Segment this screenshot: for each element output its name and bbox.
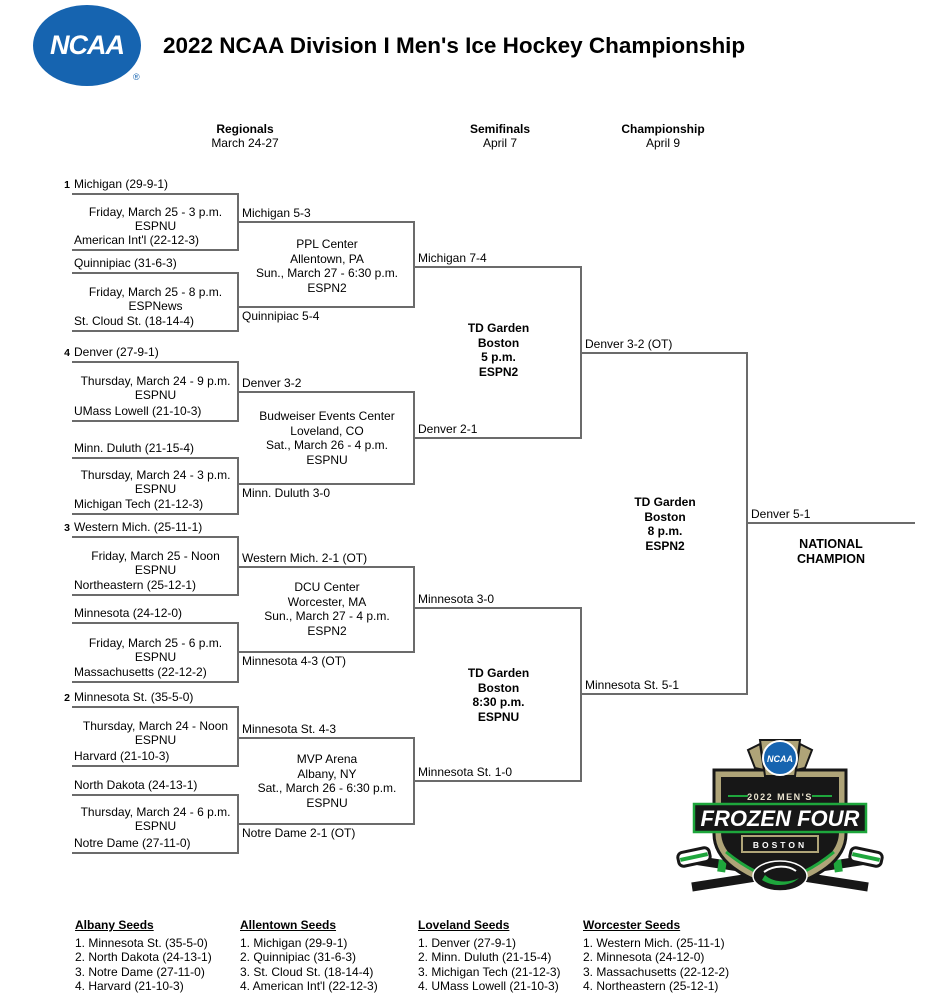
bracket-connector xyxy=(72,536,239,538)
team-label: North Dakota (24-13-1) xyxy=(74,778,198,792)
bracket-connector xyxy=(72,594,239,596)
regional-venue: Budweiser Events Center Loveland, CO Sat., March 26 - 4 p.m. ESPNU xyxy=(259,409,395,467)
game-info: Friday, March 25 - Noon ESPNU xyxy=(91,549,220,577)
puck-icon xyxy=(753,861,807,891)
city-banner xyxy=(742,836,818,852)
game-info: Thursday, March 24 - 9 p.m. ESPNU xyxy=(80,374,231,402)
team-label: Harvard (21-10-3) xyxy=(74,749,170,763)
seed-list-title: Loveland Seeds xyxy=(418,918,510,932)
seed-item: 1. Michigan (29-9-1) xyxy=(240,935,348,950)
seed-number: 2 xyxy=(64,692,70,704)
seed-item: 1. Minnesota St. (35-5-0) xyxy=(75,935,208,950)
round-header-championship: Championship April 9 xyxy=(621,122,705,150)
bracket-connector xyxy=(72,794,239,796)
bracket-connector xyxy=(72,330,239,332)
championship-venue: TD Garden Boston 8 p.m. ESPN2 xyxy=(634,495,696,553)
result-label: Western Mich. 2-1 (OT) xyxy=(242,551,368,565)
seed-list-title: Allentown Seeds xyxy=(240,918,337,932)
bracket-connector xyxy=(72,622,239,624)
seed-item: 1. Western Mich. (25-11-1) xyxy=(583,935,725,950)
result-label: Minnesota St. 5-1 xyxy=(585,678,680,692)
bracket-connector xyxy=(237,483,415,485)
national-champion-label: NATIONAL CHAMPION xyxy=(796,537,866,566)
bracket-connector xyxy=(72,852,239,854)
bracket-connector xyxy=(237,737,415,739)
bracket-connector xyxy=(237,823,415,825)
ncaa-logo-text: NCAA xyxy=(50,30,124,60)
result-label: Michigan 5-3 xyxy=(242,206,311,220)
team-label: UMass Lowell (21-10-3) xyxy=(74,404,202,418)
semifinal-venue: TD Garden Boston 5 p.m. ESPN2 xyxy=(467,321,530,379)
seed-item: 3. Massachusetts (22-12-2) xyxy=(583,964,730,979)
bracket-connector xyxy=(72,457,239,459)
team-label: Minnesota (24-12-0) xyxy=(74,606,183,620)
bracket-connector xyxy=(237,391,415,393)
bracket-connector xyxy=(72,272,239,274)
team-label: Notre Dame (27-11-0) xyxy=(74,836,191,850)
bracket-connector xyxy=(237,221,415,223)
result-label: Minn. Duluth 3-0 xyxy=(242,486,331,500)
result-label: Denver 3-2 (OT) xyxy=(585,337,673,351)
seed-item: 2. North Dakota (24-13-1) xyxy=(75,950,212,965)
regional-venue: DCU Center Worcester, MA Sun., March 27 - 4 p.m. ESPN2 xyxy=(264,580,390,638)
semifinal-venue: TD Garden Boston 8:30 p.m. ESPNU xyxy=(467,666,530,724)
page-title: 2022 NCAA Division I Men's Ice Hockey Championship xyxy=(163,33,746,58)
result-label: Minnesota 3-0 xyxy=(418,592,495,606)
result-label: Minnesota St. 1-0 xyxy=(418,765,513,779)
seed-item: 3. St. Cloud St. (18-14-4) xyxy=(240,964,374,979)
year-label: 2022 MEN'S xyxy=(747,792,813,802)
bracket-connector xyxy=(72,765,239,767)
seed-list-loveland xyxy=(418,918,561,994)
bracket-connector xyxy=(580,352,748,354)
game-info: Friday, March 25 - 3 p.m. ESPNU xyxy=(88,205,223,233)
seed-item: 1. Denver (27-9-1) xyxy=(418,935,517,950)
bracket-connector xyxy=(72,193,239,195)
bracket-connector xyxy=(413,437,582,439)
seed-item: 3. Notre Dame (27-11-0) xyxy=(75,964,205,979)
bracket-connector xyxy=(413,266,582,268)
round-header-regionals: Regionals March 24-27 xyxy=(211,122,279,150)
seed-list-worcester xyxy=(583,918,729,994)
seed-item: 4. UMass Lowell (21-10-3) xyxy=(418,979,559,994)
team-label: St. Cloud St. (18-14-4) xyxy=(74,314,195,328)
seed-number: 4 xyxy=(64,347,70,359)
result-label: Minnesota St. 4-3 xyxy=(242,722,337,736)
team-label: Michigan (29-9-1) xyxy=(74,177,169,191)
seed-number: 1 xyxy=(64,179,70,191)
frozen-four-logo xyxy=(676,734,884,898)
result-label: Denver 5-1 xyxy=(751,507,811,521)
ncaa-disc-text: NCAA xyxy=(767,754,793,764)
team-label: Massachusetts (22-12-2) xyxy=(74,665,207,679)
seed-item: 3. Michigan Tech (21-12-3) xyxy=(418,964,561,979)
bracket-connector xyxy=(72,361,239,363)
bracket-connector xyxy=(237,566,415,568)
round-header-semifinals: Semifinals April 7 xyxy=(469,122,531,150)
seed-list-albany xyxy=(75,918,212,994)
seed-list-title: Albany Seeds xyxy=(75,918,154,932)
bracket-connector xyxy=(580,693,748,695)
seed-item: 4. Northeastern (25-12-1) xyxy=(583,979,719,994)
team-label: Quinnipiac (31-6-3) xyxy=(74,256,177,270)
bracket-connector xyxy=(72,681,239,683)
game-info: Thursday, March 24 - Noon ESPNU xyxy=(82,719,229,747)
seed-number: 3 xyxy=(64,522,70,534)
team-label: Northeastern (25-12-1) xyxy=(74,578,197,592)
result-label: Notre Dame 2-1 (OT) xyxy=(242,826,356,840)
bracket-connector xyxy=(72,420,239,422)
bracket-connector xyxy=(237,306,415,308)
game-info: Friday, March 25 - 6 p.m. ESPNU xyxy=(88,636,223,664)
bracket-connector xyxy=(413,780,582,782)
bracket-connector xyxy=(72,513,239,515)
registered-mark: ® xyxy=(133,72,140,82)
result-label: Quinnipiac 5-4 xyxy=(242,309,320,323)
bracket-connector xyxy=(237,651,415,653)
seed-item: 4. Harvard (21-10-3) xyxy=(75,979,184,994)
bracket-connector xyxy=(413,607,582,609)
game-info: Friday, March 25 - 8 p.m. ESPNews xyxy=(88,285,223,313)
game-info: Thursday, March 24 - 6 p.m. ESPNU xyxy=(80,805,231,833)
regional-venue: MVP Arena Albany, NY Sat., March 26 - 6:30 p.m. ESPNU xyxy=(257,752,397,810)
seed-item: 2. Minnesota (24-12-0) xyxy=(583,950,705,965)
title-panel xyxy=(694,804,866,832)
bracket-connector xyxy=(72,249,239,251)
team-label: American Int'l (22-12-3) xyxy=(74,233,200,247)
bracket-connector xyxy=(746,522,915,524)
result-label: Denver 3-2 xyxy=(242,376,302,390)
result-label: Michigan 7-4 xyxy=(418,251,487,265)
game-info: Thursday, March 24 - 3 p.m. ESPNU xyxy=(80,468,231,496)
frozen-four-title: FROZEN FOUR xyxy=(700,806,860,831)
seed-list-allentown xyxy=(240,918,378,994)
result-label: Denver 2-1 xyxy=(418,422,478,436)
team-label: Western Mich. (25-11-1) xyxy=(74,520,203,534)
seed-item: 4. American Int'l (22-12-3) xyxy=(240,979,378,994)
team-label: Denver (27-9-1) xyxy=(74,345,159,359)
city-label: BOSTON xyxy=(752,840,808,850)
seed-list-title: Worcester Seeds xyxy=(583,918,681,932)
ncaa-logo xyxy=(33,5,141,86)
seed-item: 2. Minn. Duluth (21-15-4) xyxy=(418,950,552,965)
team-label: Minn. Duluth (21-15-4) xyxy=(74,441,195,455)
bracket-connector xyxy=(72,706,239,708)
seed-item: 2. Quinnipiac (31-6-3) xyxy=(240,950,357,965)
team-label: Minnesota St. (35-5-0) xyxy=(74,690,194,704)
regional-venue: PPL Center Allentown, PA Sun., March 27 - 6:30 p.m. ESPN2 xyxy=(255,237,399,295)
team-label: Michigan Tech (21-12-3) xyxy=(74,497,204,511)
result-label: Minnesota 4-3 (OT) xyxy=(242,654,347,668)
